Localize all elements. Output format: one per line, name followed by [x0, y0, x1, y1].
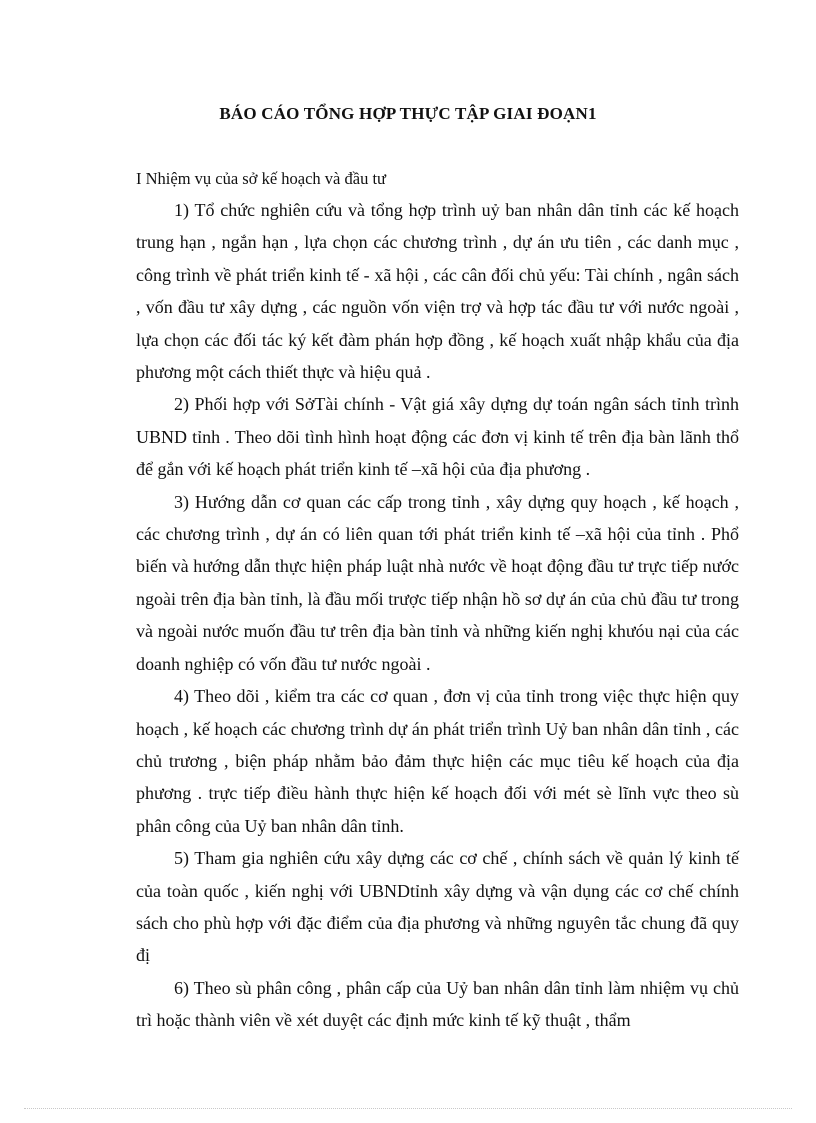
document-body	[136, 194, 739, 1037]
page-bottom-divider	[24, 1108, 792, 1109]
paragraph-1: 1) Tổ chức nghiên cứu và tổng hợp trình uỷ ban nhân dân tỉnh các kế hoạch trung hạn , ngắn hạn , lựa chọn các chương trình , dự án ưu tiên , các danh mục , công trình về phát triển kinh tế - xã hội , các cân đối chủ yếu: Tài chính , ngân sách , vốn đầu tư xây dựng , các nguồn vốn viện trợ và hợp tác đầu tư với nước ngoài , lựa chọn các đối tác ký kết đàm phán hợp đồng , kế hoạch xuất nhập khẩu của địa phương một cách thiết thực và hiệu quả .	[136, 200, 739, 383]
paragraph-6: 6) Theo sù phân công , phân cấp của Uỷ ban nhân dân tỉnh làm nhiệm vụ chủ trì hoặc thành viên về xét duyệt các định mức kinh tế kỹ thuật , thẩm	[136, 977, 739, 1031]
paragraph-2: 2) Phối hợp với SởTài chính - Vật giá xây dựng dự toán ngân sách tỉnh trình UBND tỉnh . Theo dõi tình hình hoạt động các đơn vị kinh tế trên địa bàn lãnh thổ để gắn với kế hoạch phát triển kinh tế –xã hội của địa phương .	[136, 394, 739, 480]
section-heading: I Nhiệm vụ của sở kế hoạch và đầu tư	[136, 169, 386, 188]
paragraph-3: 3) Hướng dẫn cơ quan các cấp trong tỉnh , xây dựng quy hoạch , kế hoạch , các chương trình , dự án có liên quan tới phát triển kinh tế –xã hội của tỉnh . Phổ biến và hướng dẫn thực hiện pháp luật nhà nước về hoạt động đầu tư trực tiếp nước ngoài trên địa bàn tỉnh, là đầu mối trược tiếp nhận hồ sơ dự án của chủ đầu tư trong và ngoài nước muốn đầu tư trên địa bàn tỉnh và những kiến nghị khưóu nại của các doanh nghiệp có vốn đầu tư nước ngoài .	[136, 491, 739, 674]
paragraph-5: 5) Tham gia nghiên cứu xây dựng các cơ chế , chính sách về quản lý kinh tế của toàn quốc , kiến nghị với UBNDtỉnh xây dựng và vận dụng các cơ chế chính sách cho phù hợp với đặc điểm của địa phương và những nguyên tắc chung đã quy đị	[136, 848, 739, 966]
page-title: BÁO CÁO TỔNG HỢP THỰC TẬP GIAI ĐOẠN1	[219, 104, 597, 123]
paragraph-4: 4) Theo dõi , kiểm tra các cơ quan , đơn vị của tỉnh trong việc thực hiện quy hoạch , kế hoạch các chương trình dự án phát triển trình Uỷ ban nhân dân tỉnh , các chủ trương , biện pháp nhằm bảo đảm thực hiện các mục tiêu kế hoạch của địa phương . trực tiếp điều hành thực hiện kế hoạch đối với mét sè lĩnh vực theo sù phân công của Uỷ ban nhân dân tỉnh.	[136, 686, 739, 836]
